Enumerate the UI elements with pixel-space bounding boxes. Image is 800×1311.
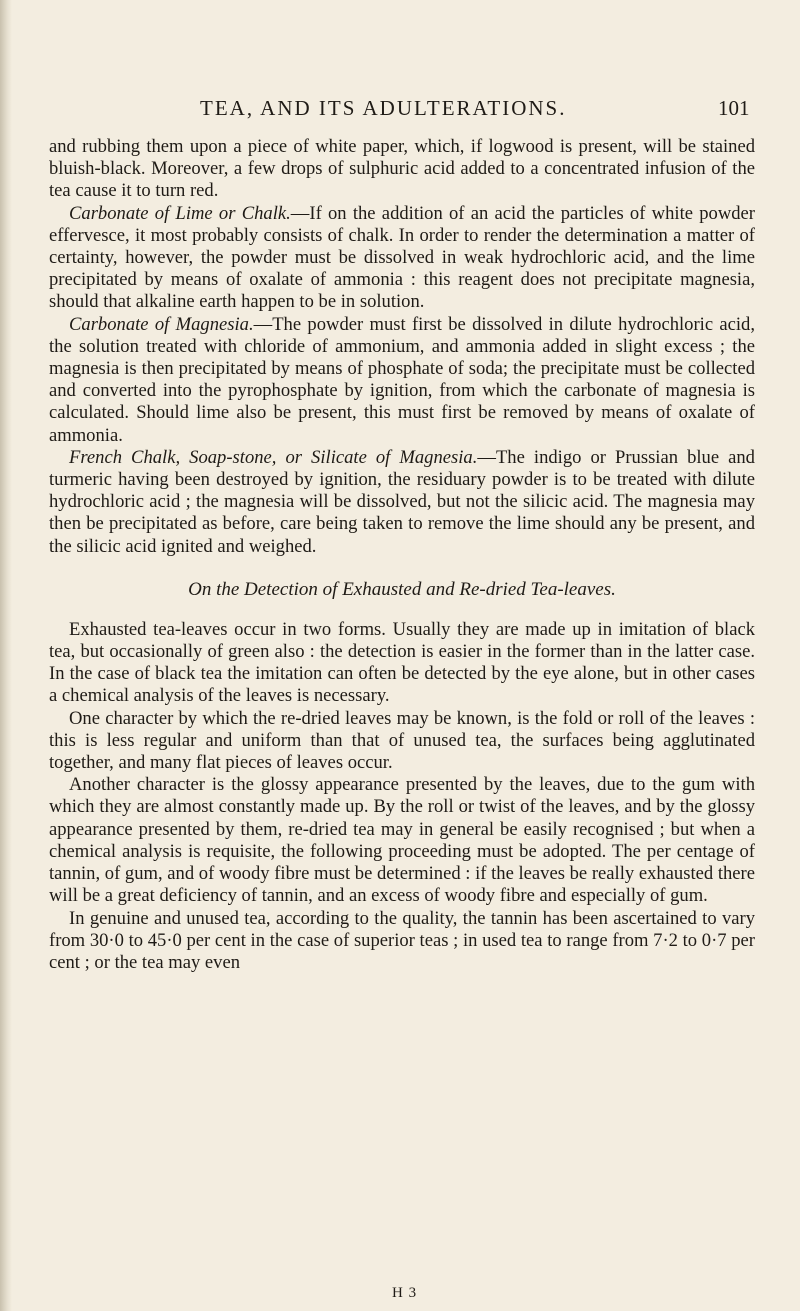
section-paragraph: One character by which the re-dried leaves may be known, is the fold or roll of the leaves : this is less regular and uniform than that of unused tea, the surfaces being agglutinated together, and many flat pieces of leaves occur. <box>49 707 755 774</box>
section-paragraph: In genuine and unused tea, according to the quality, the tannin has been ascertained to vary from 30·0 to 45·0 per cent in the case of superior teas ; in used tea to range from 7·2 to 0·7 per cent ; or the tea may even <box>49 907 755 973</box>
paragraph-text: —If on the addition of an acid the particles of white powder effervesce, it most probably consists of chalk. In order to render the determination a matter of certainty, however, the powder must be dissolved in weak hydrochloric acid, and the lime precipitated by means of oxalate of ammonia : this reagent does not precipitate magnesia, should that alkaline earth happen to be in solution. <box>49 202 755 313</box>
section-paragraph: Another character is the glossy appearance presented by the leaves, due to the gum with which they are almost constantly made up. By the roll or twist of the leaves, and by the glossy appearance presented by them, re-dried tea may in general be easily recognised ; but when a chemical analysis is requisite, the following proceeding must be adopted. The per centage of tannin, of gum, and of woody fibre must be determined : if the leaves be really exhausted there will be a great deficiency of tannin, and an excess of woody fibre and especially of gum. <box>49 774 755 907</box>
paragraph-text: —The powder must first be dissolved in dilute hydrochloric acid, the solution treated with chloride of ammonium, and ammonia added in slight excess ; the magnesia is then precipitated by means of phosphate of soda; the precipitate must be collected and converted into the pyrophosphate by ignition, from which the carbonate of magnesia is calculated. Should lime also be present, this must first be removed by means of oxalate of ammonia. <box>49 313 756 446</box>
paragraph-lead: Carbonate of Magnesia. <box>69 313 254 335</box>
page-binding-edge <box>0 0 12 1311</box>
page-number: 101 <box>718 96 750 120</box>
page-header <box>0 96 800 126</box>
paragraph-text: and rubbing them upon a piece of white paper, which, if logwood is present, will be stained bluish-black. Moreover, a few drops of sulphuric acid added to a concentrated infusion of the tea cause it to turn red. <box>49 136 755 202</box>
section-heading: On the Detection of Exhausted and Re-dried Tea-leaves. <box>188 578 616 600</box>
paragraph-lead: French Chalk, Soap-stone, or Silicate of Magnesia. <box>69 446 478 468</box>
section-paragraph: Exhausted tea-leaves occur in two forms. Usually they are made up in imitation of black tea, but occasionally of green also : the detection is easier in the former than in the latter case. In the case of black tea the imitation can often be detected by the eye alone, but in other cases a chemical analysis of the leaves is necessary. <box>49 618 755 707</box>
paragraph-text: —The indigo or Prussian blue and turmeric having been destroyed by ignition, the residuary powder is to be treated with dilute hydrochloric acid ; the magnesia will be dissolved, but not the silicic acid. The magnesia may then be precipitated as before, care being taken to remove the lime should any be present, and the silicic acid ignited and weighed. <box>49 446 755 557</box>
paragraph-carbonate-of-magnesia <box>49 314 755 447</box>
body-text <box>49 136 755 974</box>
paragraph-lead: Carbonate of Lime or Chalk. <box>69 202 291 224</box>
paragraph-continuation <box>49 136 755 203</box>
paragraph-french-chalk <box>49 447 755 558</box>
signature-mark: H 3 <box>392 1285 418 1301</box>
paragraph-carbonate-of-lime <box>49 203 755 314</box>
running-head: TEA, AND ITS ADULTERATIONS. <box>200 96 567 120</box>
